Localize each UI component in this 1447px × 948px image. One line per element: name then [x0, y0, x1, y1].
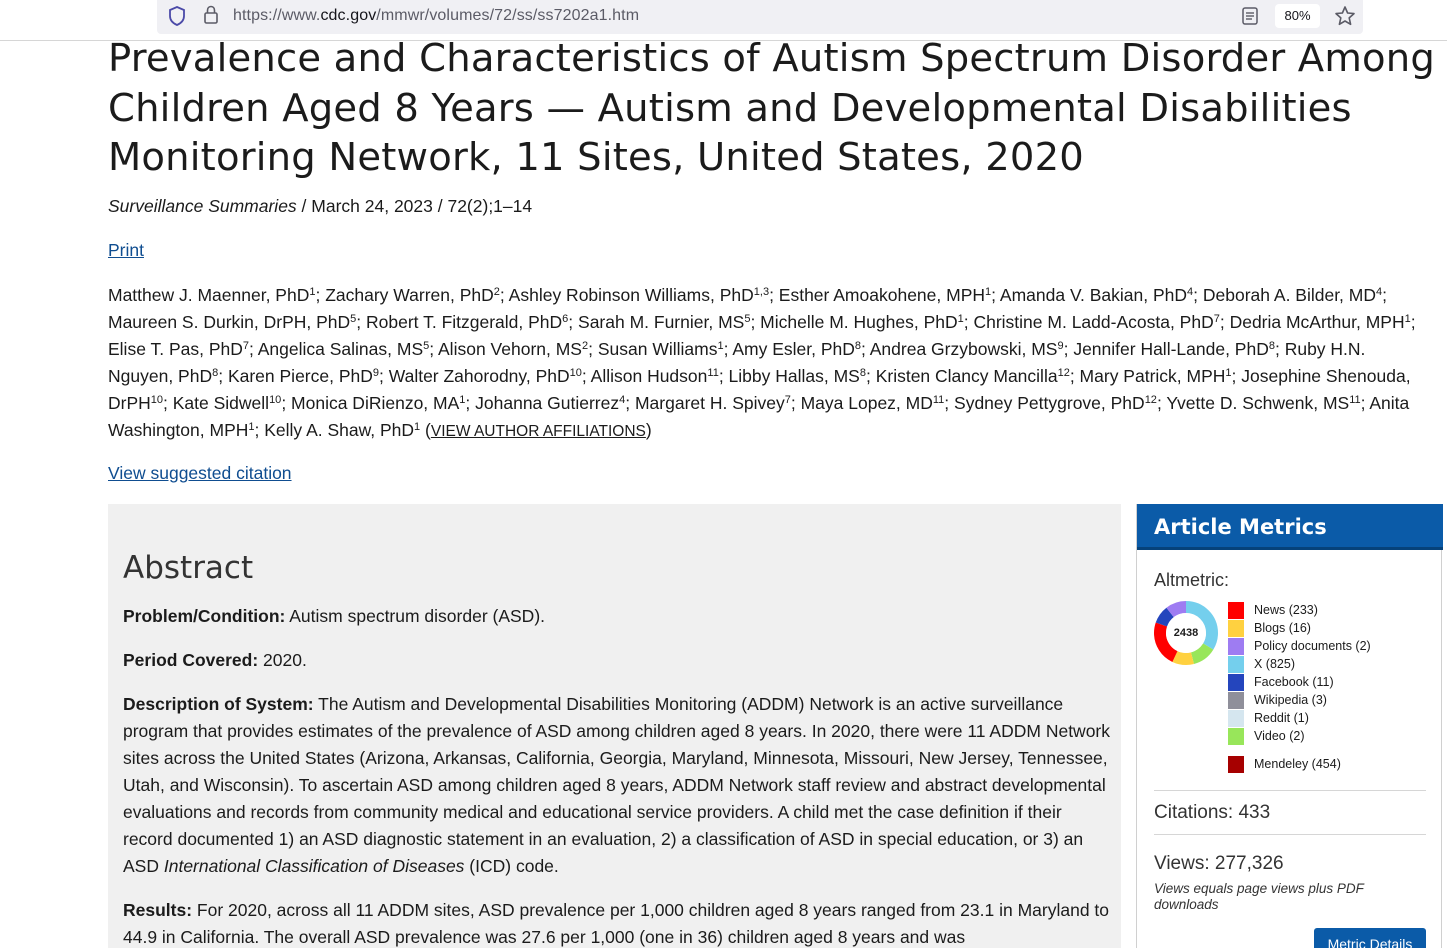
author-name: (	[420, 420, 431, 440]
tracking-protection-shield-icon[interactable]	[168, 6, 186, 26]
author-name: Maureen S. Durkin, DrPH, PhD	[108, 312, 351, 332]
affiliation-number: 11	[1349, 394, 1361, 406]
affiliation-number: 1	[248, 421, 255, 433]
author-name: ; Christine M. Ladd-Acosta, PhD	[963, 312, 1214, 332]
views-count: Views: 277,326	[1154, 853, 1284, 874]
affiliation-number: 5	[744, 313, 751, 325]
author-name: ; Dedria McArthur, MPH	[1219, 312, 1405, 332]
url-prefix: https://www.	[233, 7, 321, 24]
legend-swatch	[1228, 656, 1244, 673]
author-line	[108, 309, 1447, 336]
legend-swatch	[1228, 674, 1244, 691]
author-name: ;	[1410, 312, 1416, 332]
url-domain: cdc.gov	[320, 7, 377, 24]
author-name: ; Josephine Shenouda,	[1231, 366, 1411, 386]
affiliation-number: 7	[242, 340, 249, 352]
legend-label: Blogs (16)	[1254, 621, 1311, 635]
affiliation-number: 7	[784, 394, 791, 406]
affiliation-number: 4	[619, 394, 626, 406]
description-text-2: (ICD) code.	[464, 856, 559, 876]
author-line	[108, 417, 1447, 445]
author-name: ; Mary Patrick, MPH	[1069, 366, 1226, 386]
author-name: ; Walter Zahorodny, PhD	[379, 366, 570, 386]
affiliation-number: 4	[1187, 286, 1194, 298]
affiliation-number: 10	[150, 394, 164, 406]
author-name: DrPH	[108, 393, 151, 413]
altmetric-score: 2438	[1173, 627, 1199, 639]
problem-condition	[123, 603, 1113, 630]
author-name: ; Yvette D. Schwenk, MS	[1156, 393, 1350, 413]
author-list	[108, 282, 1447, 445]
period-label: Period Covered:	[123, 650, 259, 670]
legend-label: News (233)	[1254, 603, 1318, 617]
author-name: Nguyen, PhD	[108, 366, 213, 386]
period-covered	[123, 647, 1113, 674]
author-line	[108, 336, 1447, 363]
affiliation-number: 8	[854, 340, 861, 352]
description-italic: International Classification of Diseases	[163, 856, 465, 876]
author-name: ; Ruby H.N.	[1274, 339, 1366, 359]
legend-swatch	[1228, 728, 1244, 745]
abstract-panel	[108, 504, 1121, 948]
author-name: Washington, MPH	[108, 420, 249, 440]
author-name: Matthew J. Maenner, PhD	[108, 285, 310, 305]
affiliation-number: 8	[212, 367, 219, 379]
description-label: Description of System:	[123, 694, 314, 714]
affiliation-number: 7	[1213, 313, 1220, 325]
affiliation-number: 1	[717, 340, 724, 352]
affiliation-number: 1,3	[753, 286, 770, 298]
author-line	[108, 282, 1447, 309]
metrics-header	[1137, 504, 1443, 550]
author-name: ; Deborah A. Bilder, MD	[1193, 285, 1377, 305]
print-link[interactable]: Print	[108, 240, 144, 260]
affiliation-number: 1	[414, 421, 421, 433]
results	[123, 897, 1113, 948]
affiliation-number: 2	[581, 340, 589, 352]
author-name: ; Sydney Pettygrove, PhD	[944, 393, 1145, 413]
abstract-heading: Abstract	[123, 550, 254, 586]
url-text[interactable]	[233, 7, 639, 25]
affiliation-number: 1	[309, 286, 316, 298]
article-metrics-card	[1136, 504, 1442, 948]
author-name: ; Karen Pierce, PhD	[218, 366, 373, 386]
affiliation-number: 1	[985, 286, 992, 298]
views-note: Views equals page views plus PDF downloads	[1154, 881, 1364, 912]
legend-swatch	[1228, 620, 1244, 637]
affiliation-number: 12	[1144, 394, 1157, 406]
problem-label: Problem/Condition:	[123, 606, 286, 626]
suggested-citation-link[interactable]: View suggested citation	[108, 463, 292, 483]
affiliation-number: 1	[1225, 367, 1232, 379]
url-path: /mmwr/volumes/72/ss/ss7202a1.htm	[376, 7, 640, 24]
affiliation-number: 5	[350, 313, 357, 325]
affiliation-number: 4	[1376, 286, 1383, 298]
affiliation-number: 1	[957, 313, 964, 325]
author-name: ; Jennifer Hall-Lande, PhD	[1063, 339, 1269, 359]
author-name: ;	[1382, 285, 1388, 305]
metrics-divider	[1154, 790, 1426, 791]
metrics-divider	[1154, 834, 1426, 835]
affiliation-number: 1	[1404, 313, 1411, 325]
metric-details-button[interactable]: Metric Details	[1314, 928, 1426, 948]
series-name: Surveillance Summaries	[108, 196, 297, 216]
view-author-affiliations-link[interactable]: VIEW AUTHOR AFFILIATIONS	[430, 423, 646, 440]
citations-count: Citations: 433	[1154, 802, 1271, 823]
author-name: ; Esther Amoakohene, MPH	[769, 285, 986, 305]
author-name: ; Kate Sidwell	[163, 393, 270, 413]
author-name: ; Ashley Robinson Williams, PhD	[499, 285, 754, 305]
author-name: ; Libby Hallas, MS	[718, 366, 860, 386]
author-name: ; Kelly A. Shaw, PhD	[254, 420, 415, 440]
affiliation-number: 10	[269, 394, 282, 406]
affiliation-number: 8	[859, 367, 866, 379]
closing-paren: )	[645, 420, 652, 440]
bookmark-star-icon[interactable]	[1334, 5, 1356, 27]
author-name: ; Johanna Gutierrez	[465, 393, 620, 413]
legend-swatch	[1228, 756, 1244, 773]
author-name: ; Angelica Salinas, MS	[249, 339, 424, 359]
description-text-1: The Autism and Developmental Disabilities Monitoring (ADDM) Network is an active surveillance program that provides estimates of the prevalence of ASD among children aged 8 years. In 2020, there were 11 ADDM Network sites across the United States (Arizona, Arkansas, California, Georgia, Maryland, Minnesota, Missouri, New Jersey, Tennessee, Utah, and Wisconsin). To ascertain ASD among children aged 8 years, ADDM Network staff review and abstract developmental evaluations and records from community medical and educational service providers. A child met the case definition if their record documented 1) an ASD diagnostic statement in an evaluation, 2) a classification of ASD in special education, or 3) an ASD	[123, 694, 1110, 876]
altmetric-label: Altmetric:	[1154, 570, 1230, 590]
period-text: 2020.	[258, 650, 307, 670]
legend-label: Facebook (11)	[1254, 675, 1334, 689]
zoom-level-button[interactable]: 80%	[1275, 4, 1320, 28]
author-line	[108, 363, 1447, 390]
affiliation-number: 11	[707, 367, 719, 379]
author-name: ; Andrea Grzybowski, MS	[861, 339, 1058, 359]
affiliation-number: 12	[1057, 367, 1070, 379]
affiliation-number: 5	[423, 340, 430, 352]
legend-label: X (825)	[1254, 657, 1295, 671]
author-name: ; Zachary Warren, PhD	[315, 285, 494, 305]
legend-swatch	[1228, 710, 1244, 727]
legend-label: Video (2)	[1254, 729, 1305, 743]
results-text: For 2020, across all 11 ADDM sites, ASD prevalence per 1,000 children aged 8 years ranged from 23.1 in Maryland to 44.9 in California. The overall ASD prevalence was 27.6 per 1,000 (one in 36) children aged 8 years and was	[123, 900, 1110, 947]
affiliation-number: 2	[493, 286, 500, 298]
author-name: ; Anita	[1360, 393, 1410, 413]
author-name: ; Michelle M. Hughes, PhD	[750, 312, 958, 332]
legend-label: Policy documents (2)	[1254, 639, 1371, 653]
author-name: ; Alison Vehorn, MS	[429, 339, 582, 359]
problem-text: Autism spectrum disorder (ASD).	[285, 606, 546, 626]
legend-swatch	[1228, 602, 1244, 619]
author-name: ; Amanda V. Bakian, PhD	[991, 285, 1188, 305]
author-name: ; Sarah M. Furnier, MS	[568, 312, 745, 332]
affiliation-number: 9	[1057, 340, 1064, 352]
author-name: ; Maya Lopez, MD	[790, 393, 933, 413]
author-name: ; Amy Esler, PhD	[723, 339, 855, 359]
results-label: Results:	[123, 900, 193, 920]
affiliation-number: 1	[459, 394, 466, 406]
description-of-system	[123, 691, 1113, 880]
article-title: Prevalence and Characteristics of Autism Spectrum Disorder Among Children Aged 8 Years — Autism and Developmental Disabilities Monitoring Network, 11 Sites, United States, 2020	[108, 36, 1436, 180]
legend-swatch	[1228, 638, 1244, 655]
reader-view-icon[interactable]	[1241, 6, 1259, 26]
author-name: ; Susan Williams	[588, 339, 718, 359]
metrics-heading: Article Metrics	[1154, 515, 1327, 539]
affiliation-number: 9	[372, 367, 379, 379]
author-name: ; Robert T. Fitzgerald, PhD	[356, 312, 563, 332]
affiliation-number: 6	[562, 313, 569, 325]
author-name: ; Margaret H. Spivey	[625, 393, 785, 413]
affiliation-number: 11	[932, 394, 945, 406]
author-name: Elise T. Pas, PhD	[108, 339, 243, 359]
affiliation-number: 8	[1268, 340, 1275, 352]
legend-label: Wikipedia (3)	[1254, 693, 1327, 707]
lock-icon[interactable]	[203, 5, 219, 25]
legend-swatch	[1228, 692, 1244, 709]
legend-label: Mendeley (454)	[1254, 757, 1341, 771]
author-name: ; Kristen Clancy Mancilla	[865, 366, 1058, 386]
author-name: ; Allison Hudson	[581, 366, 708, 386]
article-byline	[108, 196, 532, 217]
author-line	[108, 390, 1447, 417]
affiliation-number: 10	[569, 367, 582, 379]
date-issue: / March 24, 2023 / 72(2);1–14	[296, 196, 533, 216]
legend-label: Reddit (1)	[1254, 711, 1309, 725]
author-name: ; Monica DiRienzo, MA	[281, 393, 460, 413]
